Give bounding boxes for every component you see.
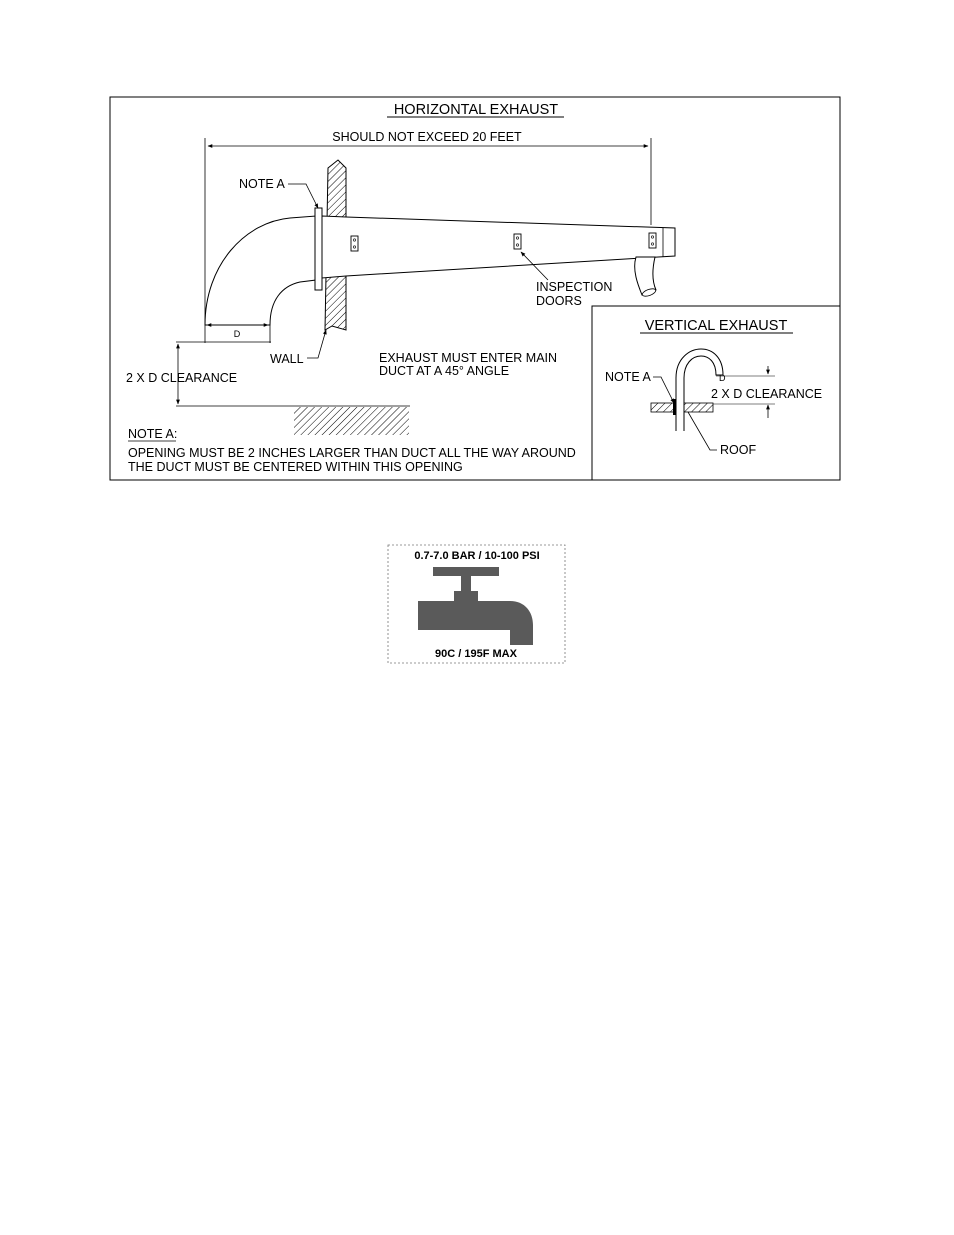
clearance-label: 2 X D CLEARANCE <box>126 371 238 385</box>
note-a-line1: OPENING MUST BE 2 INCHES LARGER THAN DUCT ALL THE WAY AROUND <box>128 446 576 460</box>
note-a-heading: NOTE A: <box>128 427 178 441</box>
vertical-exhaust-title: VERTICAL EXHAUST <box>644 318 788 334</box>
exhaust-note-line2: DUCT AT A 45° ANGLE <box>379 364 510 378</box>
faucet-handle <box>433 567 499 576</box>
roof-label: ROOF <box>720 443 757 457</box>
faucet-bonnet <box>454 591 478 601</box>
elbow-duct <box>205 216 316 325</box>
vertical-note-a-label: NOTE A <box>605 370 651 384</box>
wall-sleeve <box>315 208 322 290</box>
wall-label: WALL <box>270 352 304 366</box>
pressure-rating: 0.7-7.0 BAR / 10-100 PSI <box>414 550 540 562</box>
d-label: D <box>233 329 241 339</box>
inspection-label-line2: DOORS <box>536 294 582 308</box>
inspection-label-line1: INSPECTION <box>536 280 613 294</box>
temperature-rating: 90C / 195F MAX <box>435 648 517 660</box>
note-a-line2: THE DUCT MUST BE CENTERED WITHIN THIS OPENING <box>128 460 463 474</box>
length-dimension-label: SHOULD NOT EXCEED 20 FEET <box>332 130 522 144</box>
inspection-door <box>351 236 358 251</box>
vertical-clearance-label: 2 X D CLEARANCE <box>711 387 823 401</box>
note-a-leader <box>288 184 318 208</box>
inspection-door <box>514 234 521 249</box>
inspection-door <box>649 233 656 248</box>
vertical-d-label: D <box>719 373 726 383</box>
main-duct <box>322 216 675 278</box>
horizontal-exhaust-title: HORIZONTAL EXHAUST <box>393 102 559 118</box>
water-rating-badge <box>388 545 565 663</box>
exhaust-note-line1: EXHAUST MUST ENTER MAIN <box>379 351 558 365</box>
ground-hatch <box>294 407 409 435</box>
note-a-label: NOTE A <box>239 177 285 191</box>
vertical-exhaust-section <box>592 306 840 480</box>
wall-leader <box>307 330 326 358</box>
